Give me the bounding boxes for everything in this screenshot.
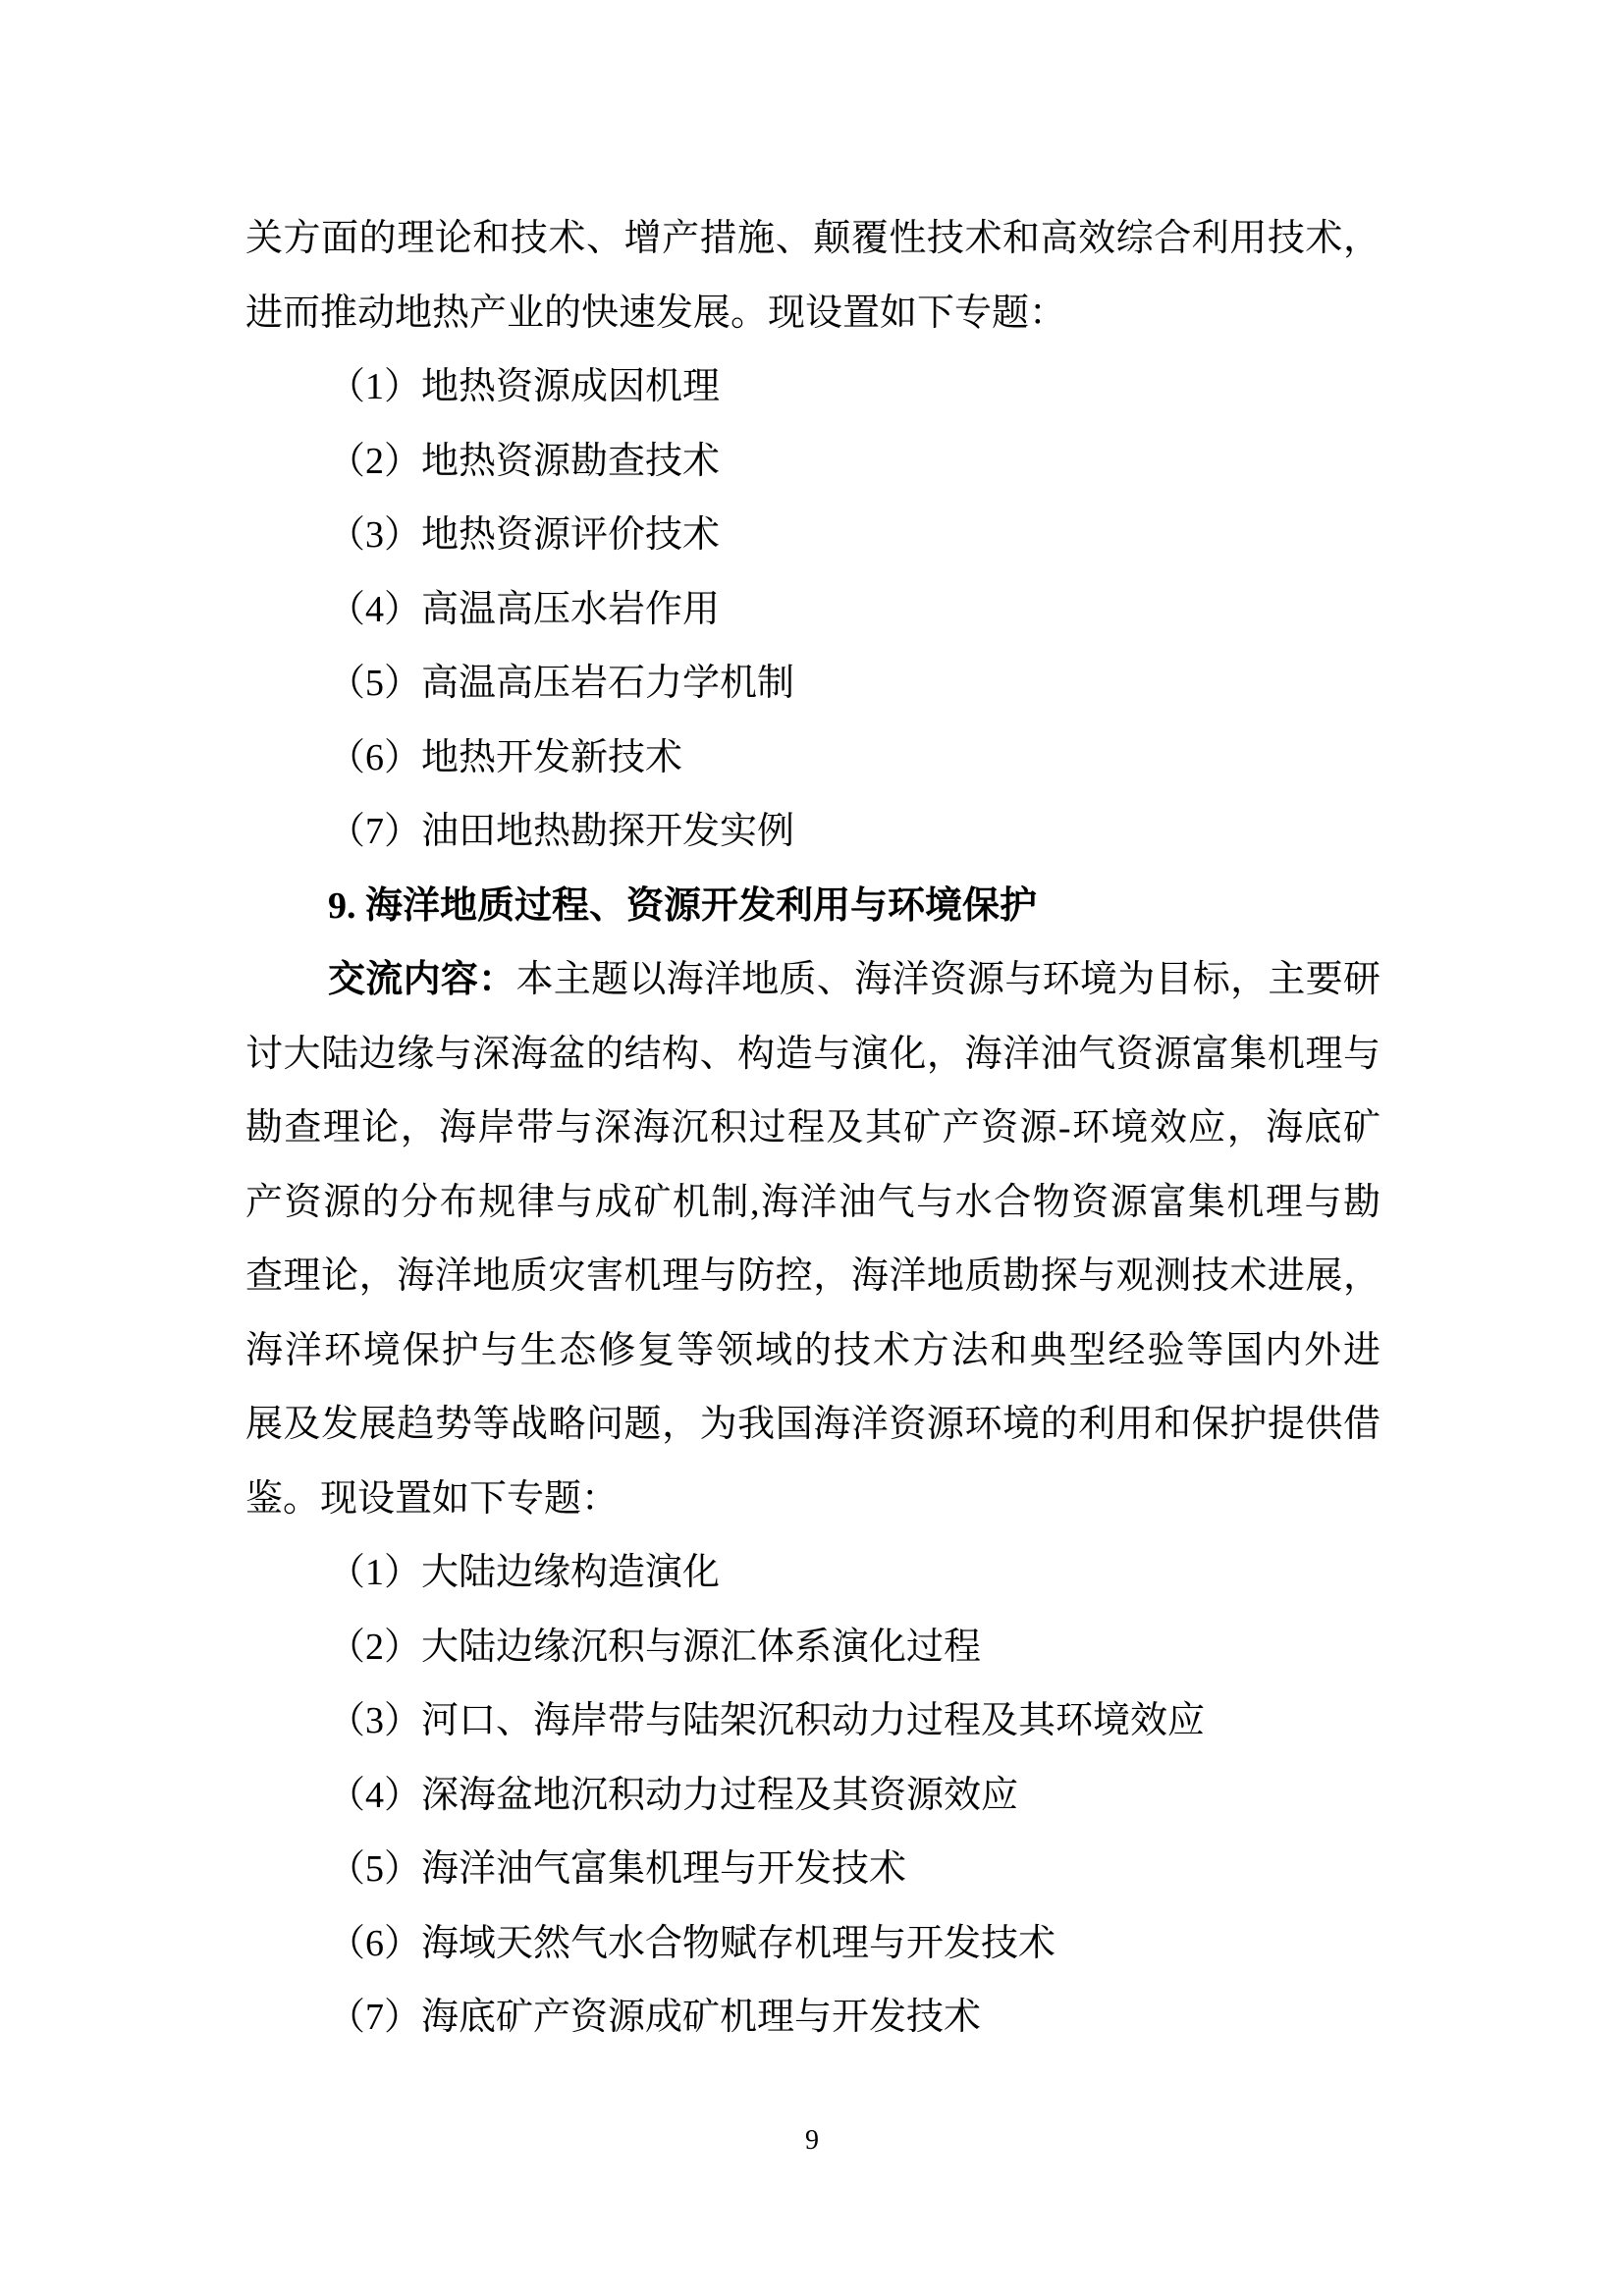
- section-9-heading: [245, 870, 1380, 944]
- topic-item: [245, 499, 1380, 573]
- line-text: 查理论，海洋地质灾害机理与防控，海洋地质勘探与观测技术进展，: [245, 1255, 1380, 1297]
- topic-item: [245, 721, 1380, 796]
- paragraph-line: [245, 1314, 1380, 1389]
- line-text: （7）海底矿产资源成矿机理与开发技术: [328, 1997, 982, 2038]
- line-text: （3）河口、海岸带与陆架沉积动力过程及其环境效应: [328, 1700, 1206, 1741]
- topic-item: [245, 425, 1380, 500]
- line-text: （6）地热开发新技术: [328, 736, 683, 778]
- paragraph-line: [245, 943, 1380, 1018]
- line-text: 鉴。现设置如下专题：: [245, 1477, 620, 1520]
- topic-item: [245, 1684, 1380, 1759]
- paragraph-line: [245, 277, 1380, 351]
- line-text: （1）大陆边缘构造演化: [328, 1552, 721, 1593]
- line-text: （2）地热资源勘查技术: [328, 440, 721, 482]
- topic-item: [245, 1907, 1380, 1982]
- line-text: （4）深海盆地沉积动力过程及其资源效应: [328, 1774, 1019, 1816]
- inline-bold-label: 交流内容：: [328, 959, 516, 1000]
- topic-item: [245, 1981, 1380, 2056]
- paragraph-line: [245, 1463, 1380, 1537]
- topic-item: [245, 1833, 1380, 1907]
- line-text: （4）高温高压水岩作用: [328, 588, 721, 630]
- line-text: （3）地热资源评价技术: [328, 514, 721, 556]
- paragraph-line: [245, 202, 1380, 277]
- line-text: 关方面的理论和技术、增产措施、颠覆性技术和高效综合利用技术，: [245, 218, 1380, 259]
- line-text: 进而推动地热产业的快速发展。现设置如下专题：: [245, 292, 1067, 334]
- document-body: [245, 202, 1380, 2056]
- topic-item: [245, 1611, 1380, 1685]
- line-text: 展及发展趋势等战略问题，为我国海洋资源环境的利用和保护提供借: [245, 1404, 1380, 1445]
- topic-item: [245, 647, 1380, 721]
- line-text: 海洋环境保护与生态修复等领域的技术方法和典型经验等国内外进: [245, 1329, 1380, 1371]
- paragraph-line: [245, 1166, 1380, 1241]
- line-text: 勘查理论，海岸带与深海沉积过程及其矿产资源-环境效应，海底矿: [245, 1107, 1380, 1148]
- line-text: （7）油田地热勘探开发实例: [328, 811, 795, 852]
- line-text: （5）海洋油气富集机理与开发技术: [328, 1848, 907, 1890]
- line-text: 本主题以海洋地质、海洋资源与环境为目标，主要研: [515, 959, 1380, 1000]
- page-number: 9: [805, 2125, 819, 2156]
- line-text: （2）大陆边缘沉积与源汇体系演化过程: [328, 1626, 982, 1668]
- topic-item: [245, 1536, 1380, 1611]
- topic-item: [245, 795, 1380, 870]
- paragraph-line: [245, 1240, 1380, 1314]
- topic-item: [245, 573, 1380, 648]
- line-text: （5）高温高压岩石力学机制: [328, 663, 795, 704]
- paragraph-line: [245, 1388, 1380, 1463]
- paragraph-line: [245, 1018, 1380, 1093]
- line-text: 讨大陆边缘与深海盆的结构、构造与演化，海洋油气资源富集机理与: [245, 1033, 1380, 1075]
- heading-text: 9. 海洋地质过程、资源开发利用与环境保护: [328, 884, 1038, 927]
- line-text: （6）海域天然气水合物赋存机理与开发技术: [328, 1922, 1056, 1964]
- topic-item: [245, 350, 1380, 425]
- topic-item: [245, 1759, 1380, 1834]
- line-text: （1）地热资源成因机理: [328, 366, 721, 407]
- paragraph-line: [245, 1092, 1380, 1166]
- line-text: 产资源的分布规律与成矿机制,海洋油气与水合物资源富集机理与勘: [245, 1181, 1380, 1223]
